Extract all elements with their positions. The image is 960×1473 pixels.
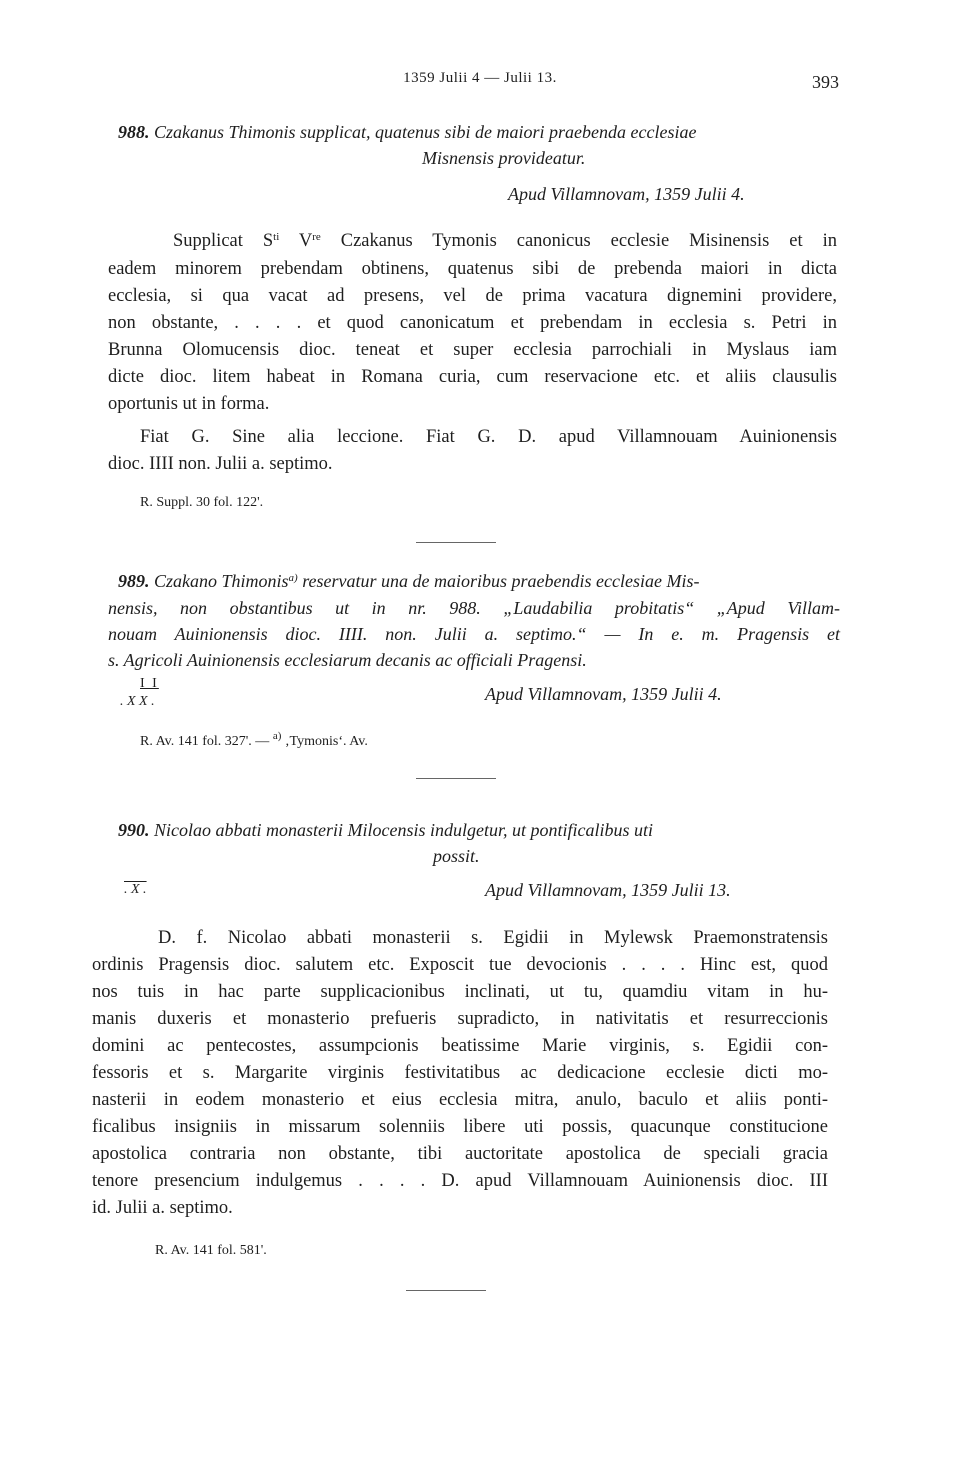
- entry-990-mark: . X .: [124, 882, 147, 897]
- entry-989-title-line3: nouam Auinionensis dioc. IIII. non. Julii a. septimo.“ — In e. m. Pragensis et: [108, 624, 840, 644]
- entry-989-title-line2: nensis, non obstantibus ut in nr. 988. „Laudabilia probitatis“ „Apud Villam-: [108, 598, 840, 618]
- divider-2: [416, 778, 496, 779]
- entry-988-place-date: Apud Villamnovam, 1359 Julii 4.: [508, 184, 745, 204]
- entry-990-text-line8: ficalibus insigniis in missarum solenniis libere uti possis, quacunque constitucione: [92, 1117, 828, 1137]
- divider-3: [406, 1290, 486, 1291]
- entry-989-source: R. Av. 141 fol. 327'. — $^{a)}$ ‚Tymonis‘. Av.: [140, 730, 368, 749]
- entry-990-text-line6: fessoris et s. Margarite virginis festivitatibus ac dedicacione ecclesie dicti mo-: [92, 1063, 828, 1083]
- entry-989-title-line4: s. Agricoli Auinionensis ecclesiarum decanis ac officiali Pragensi.: [108, 650, 587, 670]
- divider-1: [416, 542, 496, 543]
- entry-988-text-line3: ecclesia, si qua vacat ad presens, vel de prima vacatura dignemini providere,: [108, 286, 837, 306]
- entry-988-text-line6: dicte dioc. litem habeat in Romana curia, cum reservacione etc. et aliis clausulis: [108, 367, 837, 387]
- entry-989-place-date: Apud Villamnovam, 1359 Julii 4.: [485, 684, 722, 704]
- entry-990-text-line4: manis duxeris et monasterio prefueris supradicto, in nativitatis et resurreccionis: [92, 1009, 828, 1029]
- entry-989-mark-bottom: . X X .: [120, 694, 155, 709]
- entry-990-text-line7: nasterii in eodem monasterio et eius ecclesia mitra, anulo, baculo et aliis ponti-: [92, 1090, 828, 1110]
- entry-990-text-line3: nos tuis in hac parte supplicacionibus inclinati, ut tu, quamdiu vitam in hu-: [92, 982, 828, 1002]
- entry-990-title-line2: possit.: [433, 846, 480, 866]
- entry-988-title-line1: [118, 122, 696, 143]
- entry-988-text-line1: Supplicat $S^{ti}$ Vre Czakanus Tymonis canonicus ecclesie Misinensis et in: [173, 231, 837, 251]
- entry-990-title-line1: 990. Nicolao abbati monasterii Milocensis indulgetur, ut pontificalibus uti: [118, 820, 653, 840]
- entry-990-text-line10: tenore presencium indulgemus . . . . D. apud Villamnouam Auinionensis dioc. III: [92, 1171, 828, 1191]
- entry-990-text-line5: domini ac pentecostes, assumpcionis beatissime Marie virginis, s. Egidii con-: [92, 1036, 828, 1056]
- entry-988-fiat-line2: dioc. IIII non. Julii a. septimo.: [108, 454, 333, 474]
- entry-988-title: Czakanus Thimonis supplicat, quatenus sibi de maiori praebenda ecclesiae: [154, 122, 697, 142]
- entry-988-title-line2: Misnensis provideatur.: [422, 148, 586, 168]
- entry-988-fiat-line1: Fiat G. Sine alia leccione. Fiat G. D. apud Villamnouam Auinionensis: [140, 427, 837, 447]
- entry-990-text-line2: ordinis Pragensis dioc. salutem etc. Exposcit tue devocionis . . . . Hinc est, quod: [92, 955, 828, 975]
- entry-989-mark-top: I I: [140, 676, 159, 691]
- entry-988-source: R. Suppl. 30 fol. 122'.: [140, 495, 264, 510]
- entry-988-text-line2: eadem minorem prebendam obtinens, quatenus sibi de prebenda maiori in dicta: [108, 259, 837, 279]
- entry-988-text-line4: non obstante, . . . . et quod canonicatum et prebendam in ecclesia s. Petri in: [108, 313, 837, 333]
- entry-990-source: R. Av. 141 fol. 581'.: [155, 1243, 267, 1258]
- entry-989-title-line1: 989. Czakano Thimonis$^{a)}$ reservatur una de maioribus praebendis ecclesiae Mis-: [118, 571, 700, 591]
- entry-990-place-date: Apud Villamnovam, 1359 Julii 13.: [485, 880, 731, 900]
- entry-990-number: 990.: [118, 820, 150, 840]
- entry-990-text-line9: apostolica contraria non obstante, tibi auctoritate apostolica de speciali gracia: [92, 1144, 828, 1164]
- entry-988-text-line5: Brunna Olomucensis dioc. teneat et super ecclesia parrochiali in Myslaus iam: [108, 340, 837, 360]
- page-number: 393: [812, 72, 839, 92]
- entry-990-text-line1: D. f. Nicolao abbati monasterii s. Egidii in Mylewsk Praemonstratensis: [158, 928, 828, 948]
- entry-990-text-line11: id. Julii a. septimo.: [92, 1198, 233, 1218]
- entry-988-text-line7: oportunis ut in forma.: [108, 394, 270, 414]
- entry-988-number: 988.: [118, 122, 150, 142]
- entry-989-number: 989.: [118, 571, 150, 591]
- running-title: 1359 Julii 4 — Julii 13.: [403, 70, 557, 86]
